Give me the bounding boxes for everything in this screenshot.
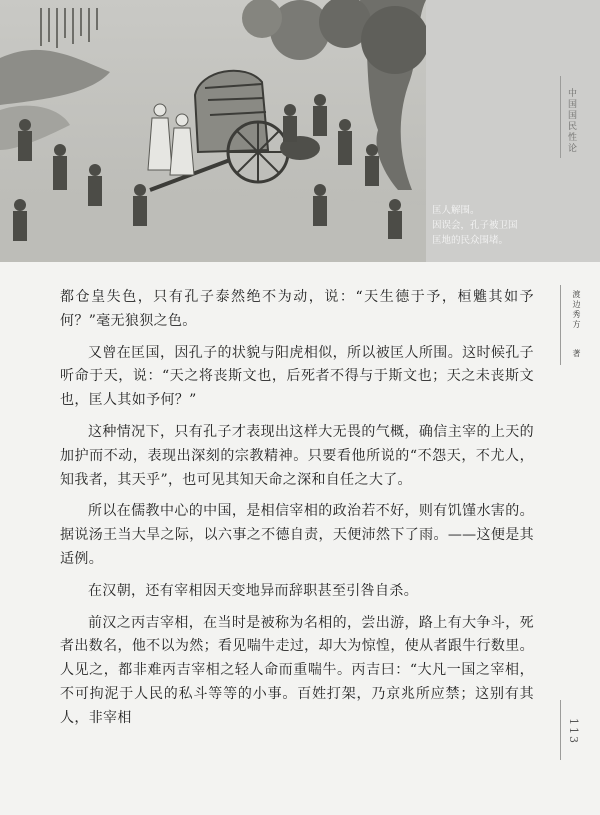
- paragraph: 又曾在匡国，因孔子的状貌与阳虎相似，所以被匡人所围。这时候孔子听命于天，说：“天之将丧斯文也，后死者不得与于斯文也；天之未丧斯文也，匡人其如予何？”: [60, 344, 534, 409]
- author-suffix: 著: [572, 349, 581, 360]
- margin-rule-top: [560, 76, 561, 158]
- painting-scene: [0, 0, 426, 262]
- paragraph: 都仓皇失色，只有孔子泰然绝不为动，说：“天生德于予，桓魋其如予何？”毫无狼狈之色。: [60, 289, 534, 329]
- author-name: 渡边秀方: [572, 290, 581, 330]
- author-credit: [571, 290, 582, 359]
- paragraph: 前汉之丙吉宰相，在当时是被称为名相的，尝出游，路上有大争斗，死者出数名，他不以为然；看见喘牛走过，却大为惊惶，使从者跟牛行数里。人见之，都非难丙吉宰相之轻人命而重喘牛。丙吉曰：“大凡一国之宰相，不可拘泥于人民的私斗等等的小事。百姓打架，乃京兆所应禁；这别有其人，非宰相: [60, 614, 534, 726]
- body-text: [60, 286, 534, 739]
- caption-line: 因误会，孔子被卫国: [432, 220, 518, 231]
- caption-line: 匡地的民众围堵。: [432, 235, 509, 246]
- series-title: 中国国民性论: [566, 88, 576, 154]
- paragraph: 所以在儒教中心的中国，是相信宰相的政治若不好，则有饥馑水害的。据说汤王当大旱之际，以六事之不德自责，天便沛然下了雨。——这便是其适例。: [60, 503, 534, 567]
- painting-illustration: [0, 0, 426, 262]
- paragraph: 在汉朝，还有宰相因天变地异而辞职甚至引咎自杀。: [88, 582, 419, 599]
- figure-caption: [432, 203, 538, 248]
- margin-rule-middle: [560, 285, 561, 365]
- caption-line: 匡人解围。: [432, 205, 480, 216]
- margin-rule-bottom: [560, 700, 561, 760]
- paragraph: 这种情况下，只有孔子才表现出这样大无畏的气概，确信主宰的上天的加护而不动，表现出深刻的宗教精神。只要看他所说的“不怨天，不尤人，知我者，其天乎”，也可见其知天命之深和自任之大了。: [60, 423, 534, 488]
- page-number: 113: [567, 718, 580, 745]
